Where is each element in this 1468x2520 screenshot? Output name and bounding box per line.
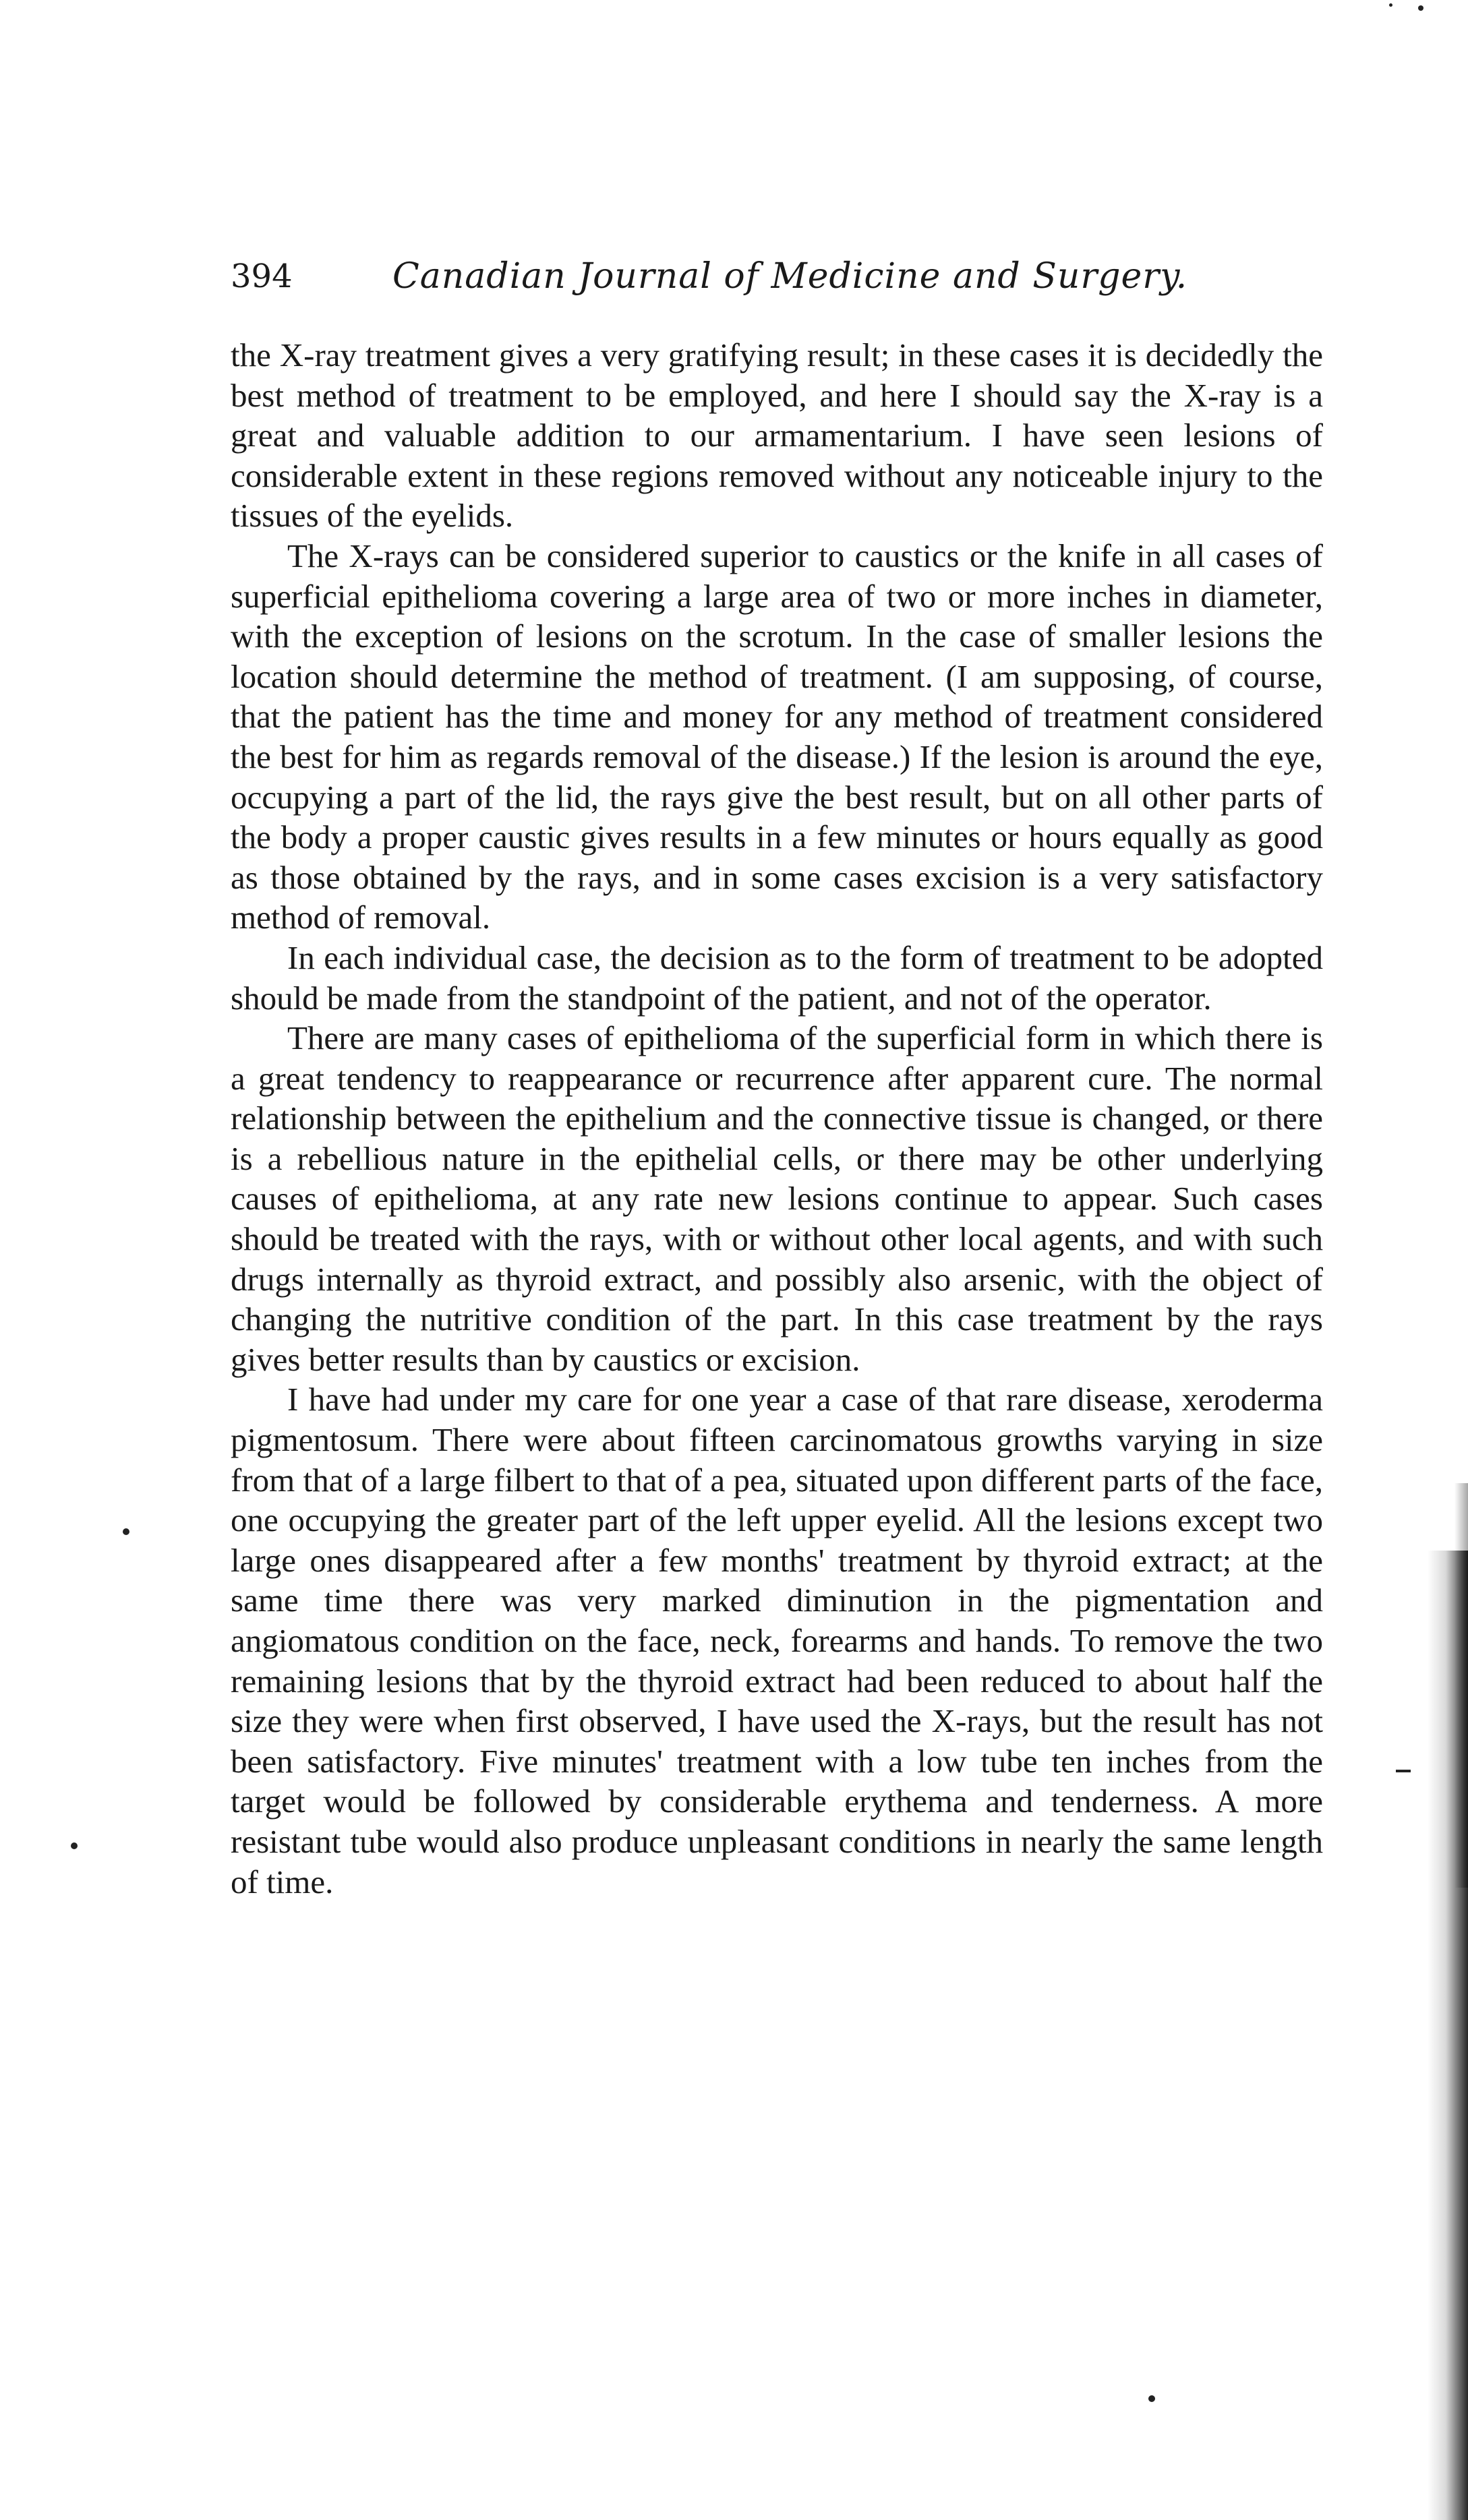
scan-speck bbox=[123, 1528, 129, 1535]
scan-speck bbox=[1389, 3, 1392, 7]
margin-dash bbox=[1396, 1770, 1411, 1772]
paragraph: I have had under my care for one year a case of that rare disease, xeroderma pigmentosum. There were about fifteen carcinomatous growths varying in size from that of a large filbert to that of a pea, situated upon different parts of the face, one occupying the greater part of the left upper eyelid. All the lesions except two large ones disappeared after a few months' treatment by thyroid extract; at the same time there was very marked diminution in the pigmentation and angiomatous condition on the face, neck, forearms and hands. To remove the two remaining lesions that by the thyroid extract had been reduced to about half the size they were when first observed, I have used the X-rays, but the result has not been satisfactory. Five minutes' treatment with a low tube ten inches from the target would be followed by considerable erythema and tenderness. A more resistant tube would also produce unpleasant conditions in nearly the same length of time. bbox=[231, 1381, 1323, 1900]
binding-shadow bbox=[1428, 1551, 1468, 2520]
paragraph: the X-ray treatment gives a very gratifying result; in these cases it is decidedly the best method of treatment to be employed, and here I should say the X-ray is a great and valuable addition to our armamentarium. I have seen lesions of considerable extent in these regions removed without any noticeable injury to the tissues of the eyelids. bbox=[231, 336, 1323, 535]
scan-speck bbox=[1418, 5, 1423, 11]
scan-speck bbox=[71, 1842, 78, 1849]
page-header bbox=[231, 249, 1323, 303]
paragraph: In each individual case, the decision as to the form of treatment to be adopted should be made from the standpoint of the patient, and not of the operator. bbox=[231, 938, 1323, 1017]
body-text bbox=[231, 335, 1323, 1902]
paragraph: There are many cases of epithelioma of the superficial form in which there is a great tendency to reappearance or recurrence after apparent cure. The normal relationship between the epithelium and the connective tissue is changed, or there is a rebellious nature in the epithelial cells, or there may be other underlying causes of epithelioma, at any rate new lesions continue to appear. Such cases should be treated with the rays, with or without other local agents, and with such drugs internally as thyroid extract, and possibly also arsenic, with the object of changing the nutritive condition of the part. In this case treatment by the rays gives better results than by caustics or excision. bbox=[231, 1019, 1323, 1378]
paragraph: The X-rays can be considered superior to caustics or the knife in all cases of superficial epithelioma covering a large area of two or more inches in diameter, with the exception of lesions on the scrotum. In the case of smaller lesions the location should determine the method of treatment. (I am supposing, of course, that the patient has the time and money for any method of treatment considered the best for him as regards removal of the disease.) If the lesion is around the eye, occupying a part of the lid, the rays give the best result, but on all other parts of the body a proper caustic gives results in a few minutes or hours equally as good as those obtained by the rays, and in some cases excision is a very satisfactory method of removal. bbox=[231, 537, 1323, 936]
running-title: Canadian Journal of Medicine and Surgery. bbox=[392, 256, 1188, 297]
scan-speck bbox=[1148, 2395, 1155, 2402]
page-number: 394 bbox=[231, 258, 293, 295]
